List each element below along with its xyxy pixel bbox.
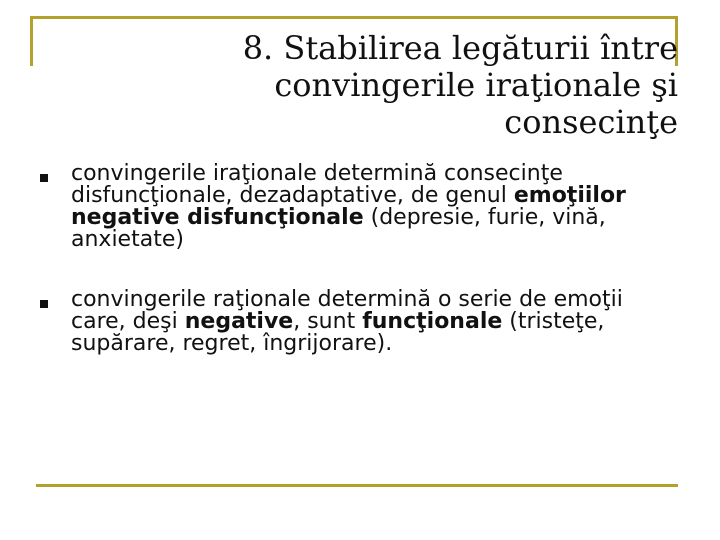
frame-top-line	[30, 16, 678, 19]
bullet-emphasis: emoţiilor negative disfuncţionale	[71, 183, 626, 230]
bullet-text-segment: convingerile iraţionale determină consecinţe disfuncţionale, dezadaptative, de genul	[71, 161, 563, 208]
square-bullet-icon	[40, 174, 48, 182]
bullet-text	[71, 289, 680, 355]
bullet-text-segment: , sunt	[293, 309, 363, 334]
frame-left-line	[30, 16, 33, 66]
bullet-list	[40, 163, 680, 355]
bullet-text-segment: (depresie, furie, vină, anxietate)	[71, 205, 606, 252]
frame-bottom-line	[36, 484, 678, 487]
slide-title	[118, 30, 678, 141]
bullet-text-segment: convingerile raţionale determină o serie de emoţii care, deşi	[71, 287, 623, 334]
bullet-text	[71, 163, 680, 251]
bullet-emphasis: negative	[184, 309, 294, 334]
title-line: consecinţe	[504, 103, 678, 141]
bullet-item	[40, 163, 680, 251]
title-line: 8. Stabilirea legăturii între	[242, 29, 678, 67]
bullet-emphasis: funcţionale	[362, 309, 503, 334]
title-line: convingerile iraţionale şi	[274, 66, 678, 104]
bullet-text-segment: (tristeţe, supărare, regret, îngrijorare).	[71, 309, 605, 356]
square-bullet-icon	[40, 300, 48, 308]
bullet-item	[40, 289, 680, 355]
